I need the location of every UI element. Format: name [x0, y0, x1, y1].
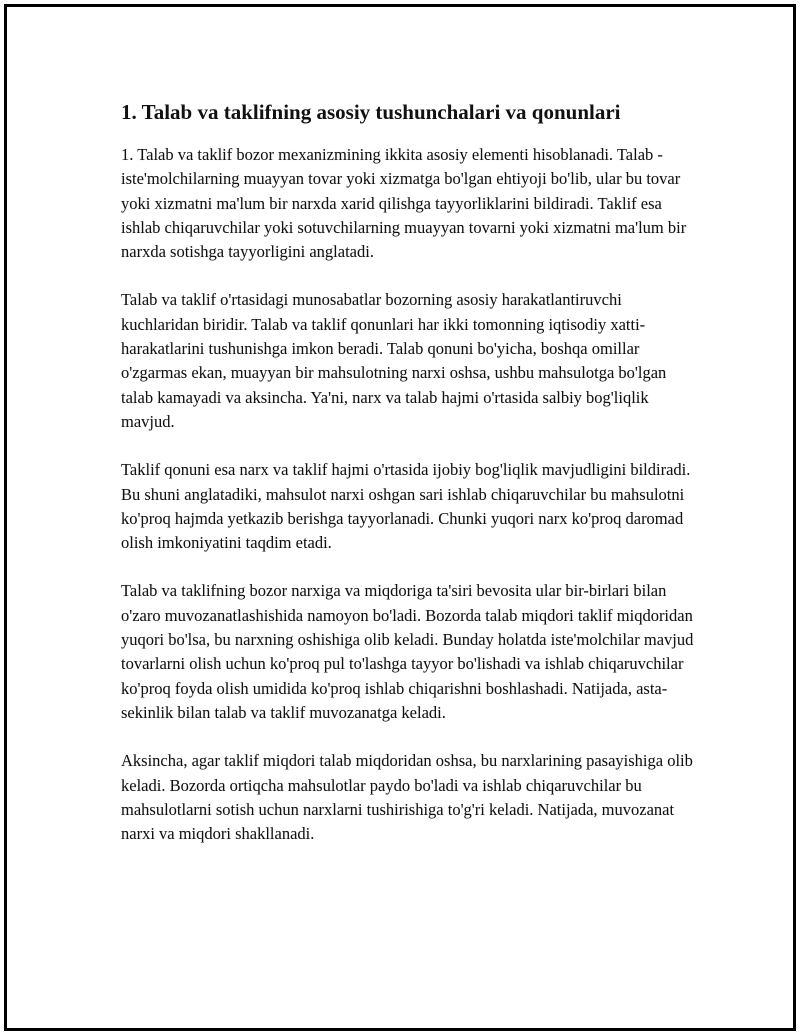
paragraph-3: Taklif qonuni esa narx va taklif hajmi o'rtasida ijobiy bog'liqlik mavjudligini bildiradi. Bu shuni anglatadiki, mahsulot narxi oshgan sari ishlab chiqaruvchilar bu mahsulotni ko'proq hajmda yetkazib berishga tayyorlanadi. Chunki yuqori narx ko'proq daromad olish imkoniyatini taqdim etadi. [121, 460, 691, 553]
page-title: 1. Talab va taklifning asosiy tushunchalari va qonunlari [121, 100, 621, 124]
paragraph-2: Talab va taklif o'rtasidagi munosabatlar bozorning asosiy harakatlantiruvchi kuchlaridan biridir. Talab va taklif qonunlari har ikki tomonning iqtisodiy xatti-harakatlarini tushunishga imkon beradi. Talab qonuni bo'yicha, boshqa omillar o'zgarmas ekan, muayyan bir mahsulotning narxi oshsa, ushbu mahsulotga bo'lgan talab kamayadi va aksincha. Ya'ni, narx va talab hajmi o'rtasida salbiy bog'liqlik mavjud. [121, 290, 667, 431]
paragraph-4: Talab va taklifning bozor narxiga va miqdoriga ta'siri bevosita ular bir-birlari bilan o'zaro muvozanatlashishida namoyon bo'ladi. Bozorda talab miqdori taklif miqdoridan yuqori bo'lsa, bu narxning oshishiga olib keladi. Bunday holatda iste'molchilar mavjud tovarlarni olish uchun ko'proq pul to'lashga tayyor bo'lishadi va ishlab chiqaruvchilar ko'proq foyda olish umidida ko'proq ishlab chiqarishni boshlashadi. Natijada, asta-sekinlik bilan talab va taklif muvozanatga keladi. [121, 581, 694, 722]
paragraph-1: 1. Talab va taklif bozor mexanizmining ikkita asosiy elementi hisoblanadi. Talab - iste'molchilarning muayyan tovar yoki xizmatga bo'lgan ehtiyoji bo'lib, ular bu tovar yoki xizmatni ma'lum bir narxda xarid qilishga tayyorliklarini bildiradi. Taklif esa ishlab chiqaruvchilar yoki sotuvchilarning muayyan tovarni yoki xizmatni ma'lum bir narxda sotishga tayyorligini anglatadi. [121, 145, 687, 262]
document-body [121, 95, 697, 870]
paragraph-5: Aksincha, agar taklif miqdori talab miqdoridan oshsa, bu narxlarining pasayishiga olib keladi. Bozorda ortiqcha mahsulotlar paydo bo'ladi va ishlab chiqaruvchilar bu mahsulotlarni sotish uchun narxlarni tushirishiga to'g'ri keladi. Natijada, muvozanat narxi va miqdori shakllanadi. [121, 751, 693, 844]
page-frame [4, 4, 796, 1031]
